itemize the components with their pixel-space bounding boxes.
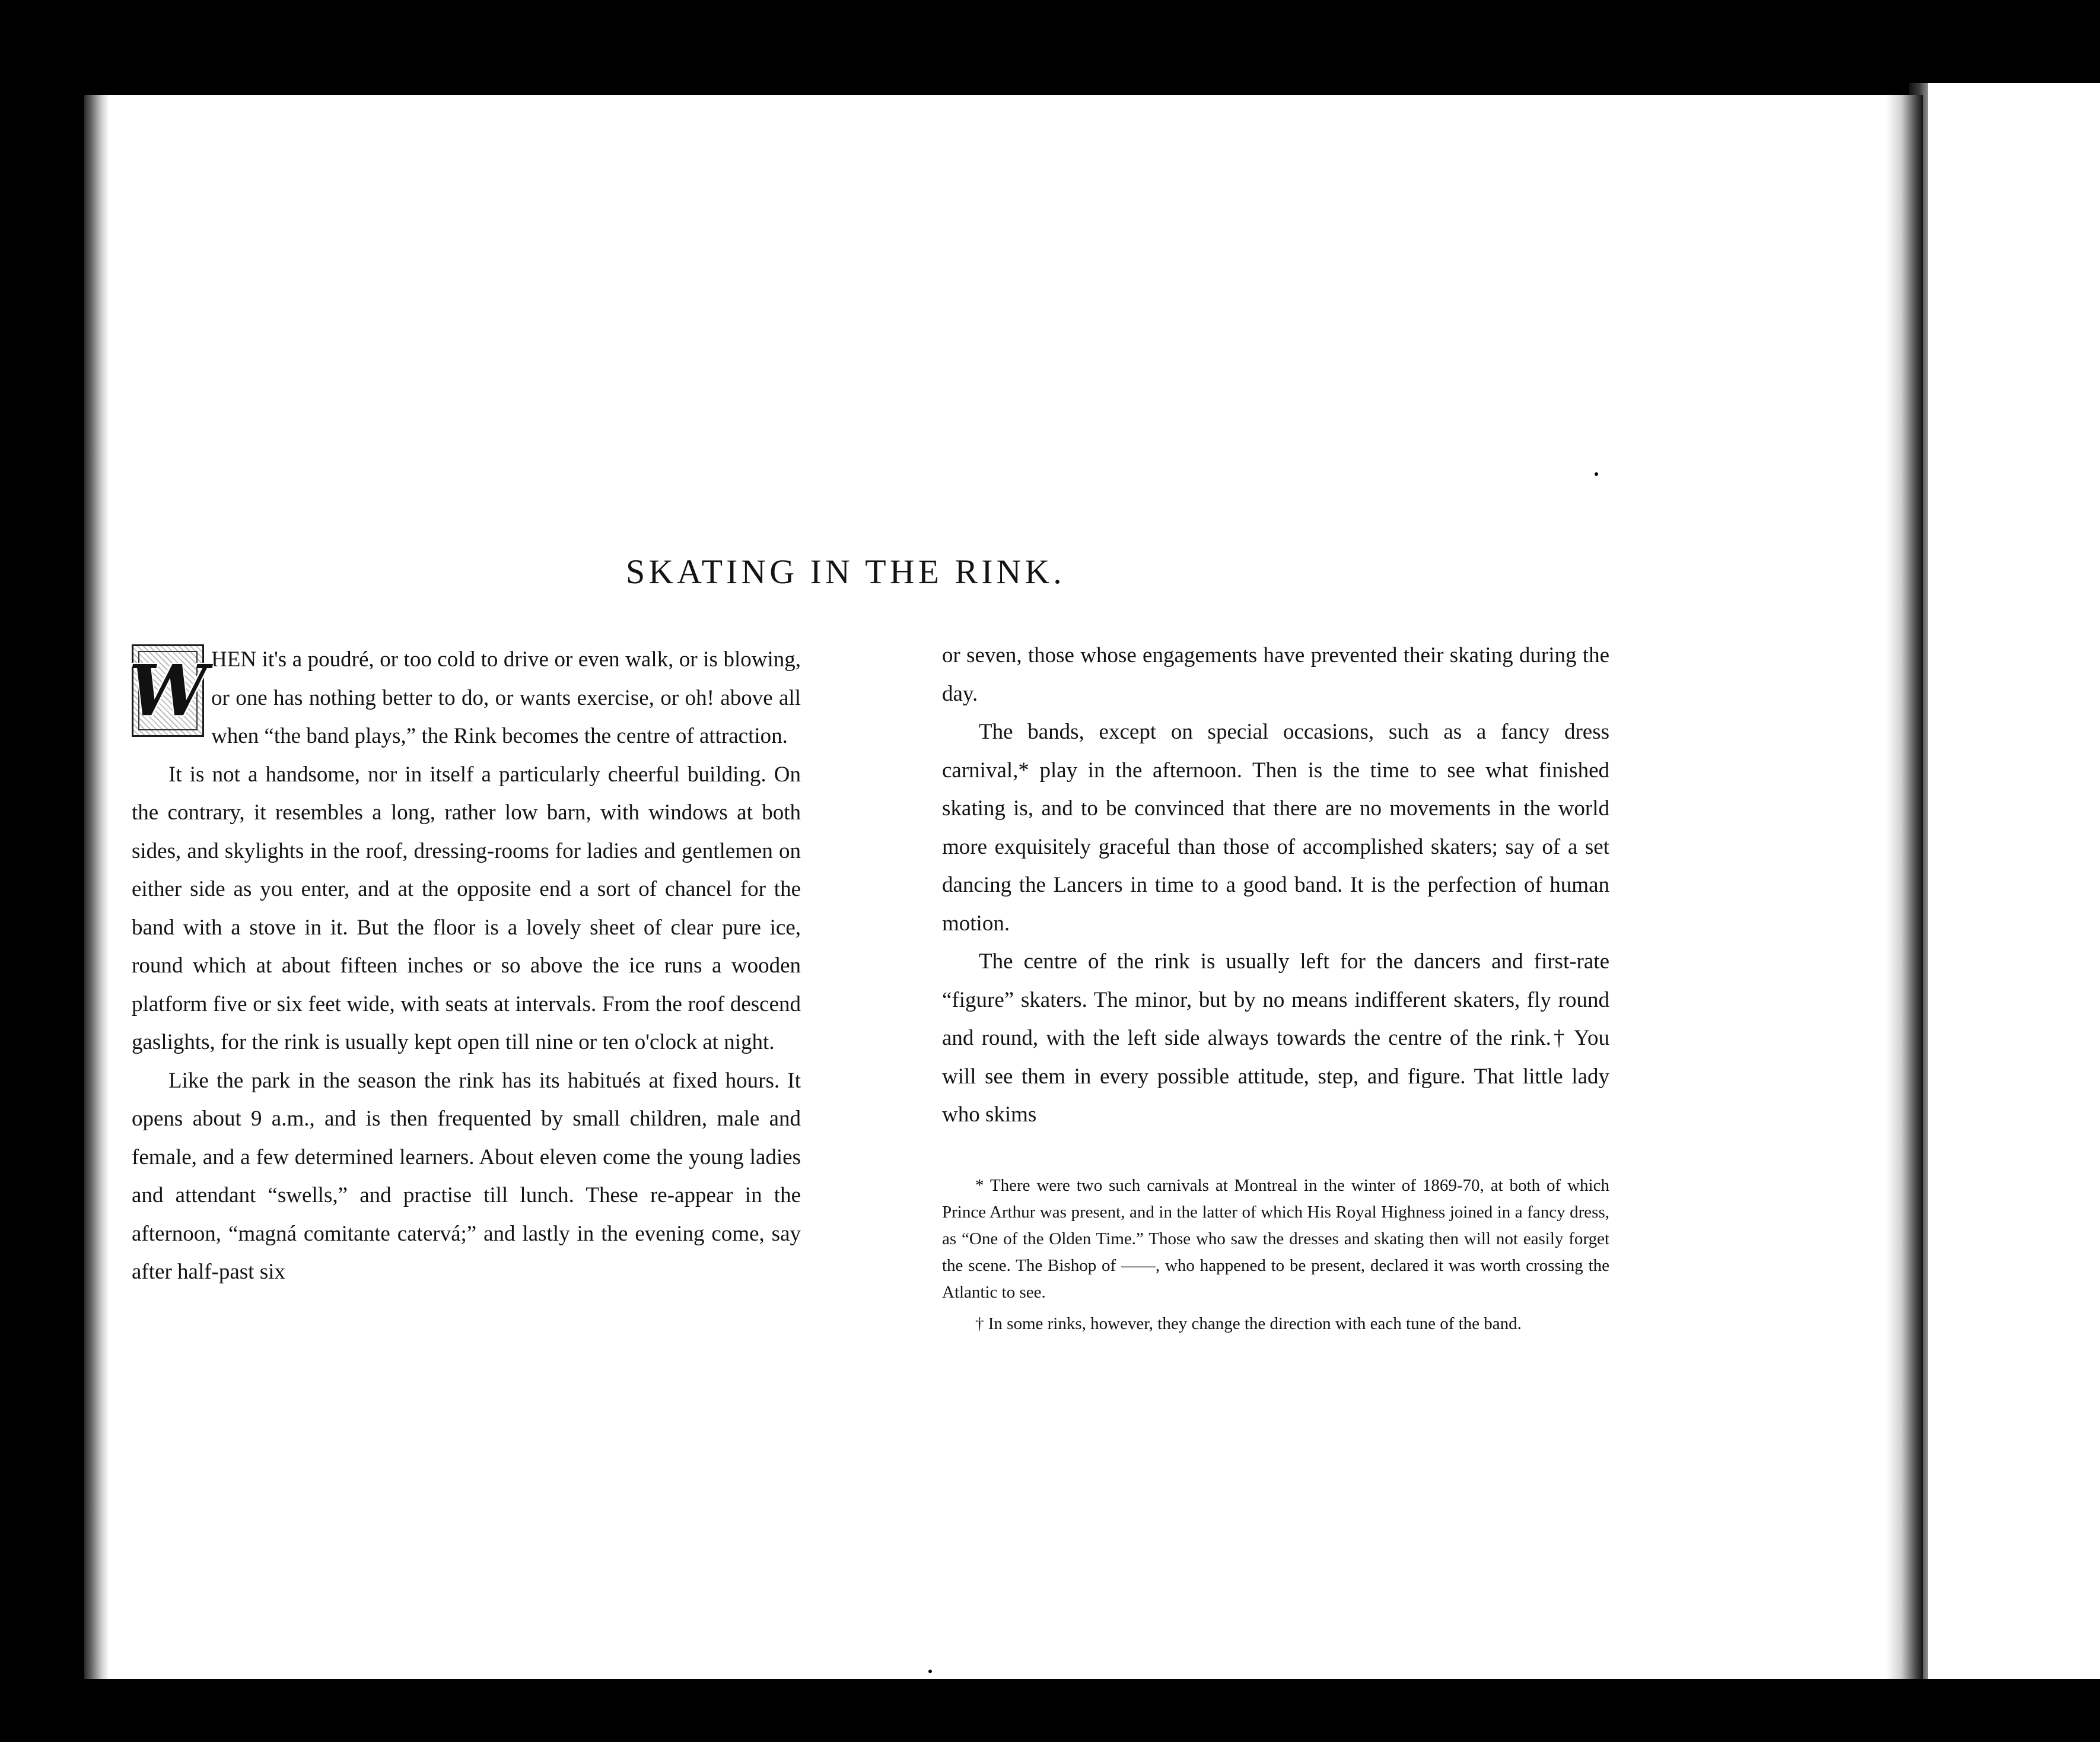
- paragraph-2: It is not a handsome, nor in itself a particularly cheerful building. On the contrary, it resembles a long, rather low barn, with windows at both sides, and skylights in the roof, dressing-rooms for ladies and gentlemen on either side as you enter, and at the opposite end a sort of chancel for the band with a stove in it. But the floor is a lovely sheet of clear pure ice, round which at about fifteen inches or so above the ice runs a wooden platform five or six feet wide, with seats at intervals. From the roof descend gaslights, for the rink is usually kept open till nine or ten o'clock at night.: [132, 762, 801, 1054]
- footnotes: [942, 1172, 1609, 1337]
- scan-speck: [1044, 1691, 1046, 1693]
- paragraph-4: The bands, except on special occasions, such as a fancy dress carnival,* play in the afternoon. Then is the time to see what finished skating is, and to be convinced that there are no movements in the world more exquisitely graceful than those of accomplished skaters; say of a set dancing the Lancers in time to a good band. It is the perfection of human motion.: [942, 720, 1609, 936]
- scan-speck: [1595, 472, 1598, 476]
- paragraph-1-text: HEN it's a poudré, or too cold to drive or even walk, or is blowing, or one has nothing better to do, or wants exercise, or oh! above all when “the band plays,” the Rink becomes the centre of attraction.: [211, 647, 801, 748]
- paragraph-3: Like the park in the season the rink has its habitués at fixed hours. It opens about 9 a.m., and is then frequented by small children, male and female, and a few determined learners. About eleven come the young ladies and attendant “swells,” and practise till lunch. These re-appear in the afternoon, “magná comitante catervá;” and lastly in the evening come, say after half-past six: [132, 1068, 801, 1284]
- text-column-left: [128, 641, 801, 1292]
- scan-speck: [18, 1352, 21, 1355]
- next-page-sheet: [1928, 83, 2100, 1679]
- page-title: SKATING IN THE RINK.: [626, 552, 1065, 591]
- footnote-star: * There were two such carnivals at Montreal in the winter of 1869-70, at both of which Prince Arthur was present, and in the latter of which His Royal Highness joined in a fancy dress, as “One of the Olden Time.” Those who saw the dresses and skating then will not easily forget the scene. The Bishop of ——, who happened to be present, declared it was worth crossing the Atlantic to see.: [942, 1176, 1609, 1302]
- page-left-edge: [84, 95, 109, 1679]
- drop-cap-ornament: [128, 644, 208, 737]
- paragraph-1: [128, 641, 801, 756]
- drop-cap-letter: W: [128, 649, 208, 732]
- footnote-dagger: † In some rinks, however, they change the direction with each tune of the band.: [975, 1314, 1522, 1333]
- text-column-right: [942, 637, 1609, 1134]
- scan-speck: [559, 1724, 562, 1728]
- paragraph-3-continued: or seven, those whose engagements have prevented their skating during the day.: [942, 643, 1609, 706]
- scan-speck: [928, 1670, 932, 1673]
- page-right-edge: [1886, 95, 1923, 1679]
- scan-speck: [1027, 1700, 1031, 1704]
- paragraph-5: The centre of the rink is usually left for the dancers and first-rate “figure” skaters. The minor, but by no means indifferent skaters, fly round and round, with the left side always towards the centre of the rink.† You will see them in every possible attitude, step, and figure. That little lady who skims: [942, 949, 1609, 1127]
